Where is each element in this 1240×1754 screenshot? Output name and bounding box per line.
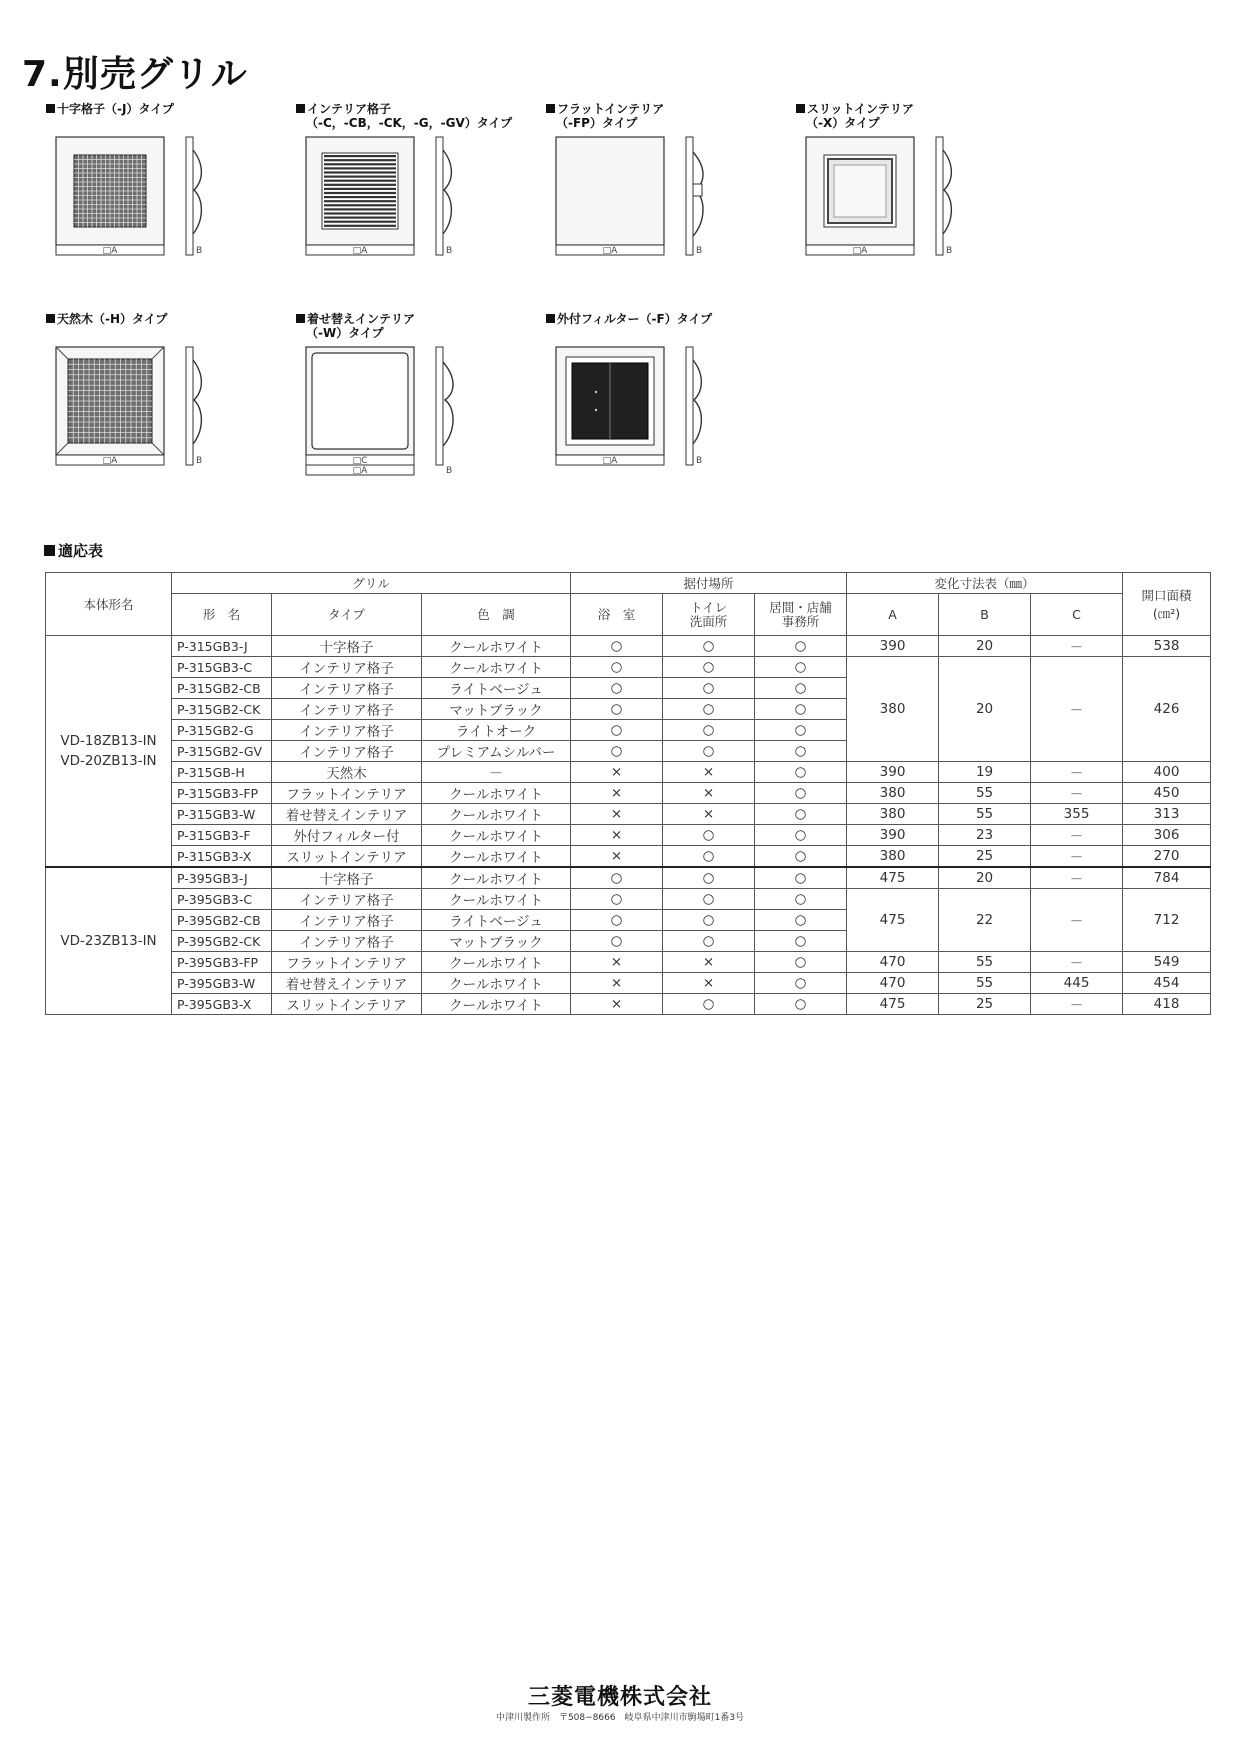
dimension-a-label: □A [852, 246, 868, 256]
body-model-line1: VD-18ZB13-IN [60, 733, 157, 749]
living-cell: ○ [755, 952, 847, 973]
grille-color-cell: マットブラック [422, 699, 571, 720]
toilet-cell: ○ [663, 994, 755, 1015]
grille-caption-line2: （-FP）タイプ [556, 116, 638, 130]
grille-model-cell: P-395GB3-W [172, 973, 272, 994]
living-cell: ○ [755, 657, 847, 678]
bathroom-cell: ○ [571, 657, 663, 678]
dimension-b-cell: 22 [939, 889, 1031, 952]
grille-caption-line1: フラットインテリア [557, 102, 665, 116]
header-living [755, 594, 847, 636]
grille-color-cell: クールホワイト [422, 846, 571, 868]
toilet-cell: ○ [663, 636, 755, 657]
table-title [44, 540, 103, 561]
grille-type-cell: インテリア格子 [272, 678, 422, 699]
grille-caption-line2: （-W）タイプ [306, 326, 384, 340]
bathroom-cell: × [571, 783, 663, 804]
grille-drawing [796, 132, 976, 282]
opening-area-cell: 426 [1123, 657, 1211, 762]
grille-model-cell: P-315GB3-X [172, 846, 272, 868]
header-body-model: 本体形名 [46, 573, 172, 636]
dimension-b-label: B [696, 246, 703, 256]
grille-type-cell: フラットインテリア [272, 783, 422, 804]
grille-color-cell: クールホワイト [422, 636, 571, 657]
grille-caption-line1: スリットインテリア [807, 102, 914, 116]
living-cell: ○ [755, 720, 847, 741]
grille-caption [46, 312, 266, 326]
dimension-a-cell: 380 [847, 783, 939, 804]
bathroom-cell: ○ [571, 699, 663, 720]
table-row [46, 952, 1211, 973]
grille-color-cell: クールホワイト [422, 804, 571, 825]
grille-model-cell: P-395GB3-C [172, 889, 272, 910]
header-toilet-line2: 洗面所 [689, 613, 728, 629]
header-bathroom: 浴 室 [571, 594, 663, 636]
header-dimensions: 変化寸法表（㎜） [847, 573, 1123, 594]
grille-type-cell: 着せ替えインテリア [272, 804, 422, 825]
grille-color-cell: クールホワイト [422, 867, 571, 889]
header-opening-line1: 開口面積 [1141, 588, 1192, 603]
living-cell: ○ [755, 867, 847, 889]
bathroom-cell: ○ [571, 867, 663, 889]
living-cell: ○ [755, 931, 847, 952]
opening-area-cell: 313 [1123, 804, 1211, 825]
table-row [46, 657, 1211, 678]
grille-type-cell: インテリア格子 [272, 889, 422, 910]
toilet-cell: ○ [663, 889, 755, 910]
table-row [46, 867, 1211, 889]
grille-color-cell: ライトベージュ [422, 678, 571, 699]
grille-caption-line2: （-X）タイプ [806, 116, 880, 130]
bathroom-cell: × [571, 762, 663, 783]
dimension-c-cell: － [1031, 994, 1123, 1015]
grille-color-cell: クールホワイト [422, 783, 571, 804]
grille-caption-line1: 天然木（-H）タイプ [57, 312, 168, 326]
dimension-a-label: □A [102, 456, 118, 466]
grille-type-cell: インテリア格子 [272, 741, 422, 762]
living-cell: ○ [755, 910, 847, 931]
grille-w [296, 312, 516, 502]
living-cell: ○ [755, 804, 847, 825]
grille-model-cell: P-315GB2-CK [172, 699, 272, 720]
dimension-a-cell: 390 [847, 762, 939, 783]
dimension-a-cell: 380 [847, 657, 939, 762]
living-cell: ○ [755, 973, 847, 994]
grille-caption [296, 102, 516, 130]
grille-model-cell: P-315GB2-GV [172, 741, 272, 762]
living-cell: ○ [755, 825, 847, 846]
header-opening [1123, 573, 1211, 636]
grille-caption-line2: （-C，-CB，-CK，-G，-GV）タイプ [306, 116, 513, 130]
dimension-a-cell: 390 [847, 825, 939, 846]
grille-drawing [46, 132, 226, 282]
bathroom-cell: × [571, 846, 663, 868]
grille-model-cell: P-315GB2-G [172, 720, 272, 741]
dimension-a-label: □A [602, 456, 618, 466]
dimension-a-cell: 380 [847, 804, 939, 825]
grille-type-cell: インテリア格子 [272, 657, 422, 678]
dimension-c-cell: － [1031, 762, 1123, 783]
grille-color-cell: マットブラック [422, 931, 571, 952]
grille-color-cell: － [422, 762, 571, 783]
square-bullet-icon [46, 104, 55, 113]
header-grille: グリル [172, 573, 571, 594]
toilet-cell: × [663, 783, 755, 804]
square-bullet-icon [46, 314, 55, 323]
opening-area-cell: 538 [1123, 636, 1211, 657]
grille-caption-line1: インテリア格子 [307, 102, 392, 116]
living-cell: ○ [755, 636, 847, 657]
dimension-b-label: B [946, 246, 953, 256]
square-bullet-icon [296, 314, 305, 323]
opening-area-cell: 450 [1123, 783, 1211, 804]
grille-model-cell: P-315GB2-CB [172, 678, 272, 699]
header-toilet [663, 594, 755, 636]
table-row [46, 783, 1211, 804]
opening-area-cell: 270 [1123, 846, 1211, 868]
toilet-cell: × [663, 804, 755, 825]
opening-area-cell: 712 [1123, 889, 1211, 952]
bathroom-cell: ○ [571, 636, 663, 657]
grille-type-cell: 着せ替えインテリア [272, 973, 422, 994]
header-model: 形 名 [172, 594, 272, 636]
page-title: 7.別売グリル [22, 54, 248, 95]
toilet-cell: × [663, 762, 755, 783]
opening-area-cell: 400 [1123, 762, 1211, 783]
dimension-b-cell: 55 [939, 804, 1031, 825]
square-bullet-icon [796, 104, 805, 113]
bathroom-cell: × [571, 994, 663, 1015]
grille-j [46, 102, 266, 292]
grille-type-cell: 外付フィルター付 [272, 825, 422, 846]
living-cell: ○ [755, 699, 847, 720]
grille-type-cell: 十字格子 [272, 867, 422, 889]
grille-color-cell: クールホワイト [422, 657, 571, 678]
grille-type-cell: インテリア格子 [272, 699, 422, 720]
dimension-c-cell: － [1031, 825, 1123, 846]
square-bullet-icon [44, 545, 55, 556]
footer-company: 三菱電機株式会社 [527, 1685, 712, 1710]
dimension-c-cell: － [1031, 636, 1123, 657]
grille-caption-line1: 着せ替えインテリア [307, 312, 416, 326]
grille-model-cell: P-395GB3-FP [172, 952, 272, 973]
grille-caption-line1: 外付フィルター（-F）タイプ [557, 312, 713, 326]
living-cell: ○ [755, 741, 847, 762]
body-model-cell [46, 867, 172, 1015]
table-row [46, 846, 1211, 868]
toilet-cell: ○ [663, 910, 755, 931]
grille-fp [546, 102, 766, 292]
table-row [46, 973, 1211, 994]
grille-model-cell: P-315GB3-F [172, 825, 272, 846]
bathroom-cell: ○ [571, 931, 663, 952]
dimension-a-label: □A [602, 246, 618, 256]
table-row [46, 994, 1211, 1015]
toilet-cell: ○ [663, 846, 755, 868]
toilet-cell: ○ [663, 678, 755, 699]
grille-color-cell: クールホワイト [422, 952, 571, 973]
bathroom-cell: ○ [571, 678, 663, 699]
square-bullet-icon [296, 104, 305, 113]
grille-type-cell: 天然木 [272, 762, 422, 783]
header-type: タイプ [272, 594, 422, 636]
grille-model-cell: P-315GB3-FP [172, 783, 272, 804]
dimension-a-label: □A [352, 466, 368, 476]
dimension-a-label: □A [352, 246, 368, 256]
grille-color-cell: プレミアムシルバー [422, 741, 571, 762]
bathroom-cell: ○ [571, 889, 663, 910]
header-living-line1: 居間・店舗 [769, 599, 832, 615]
square-bullet-icon [546, 314, 555, 323]
dimension-a-cell: 470 [847, 952, 939, 973]
grille-model-cell: P-395GB3-X [172, 994, 272, 1015]
toilet-cell: ○ [663, 867, 755, 889]
dimension-b-cell: 20 [939, 867, 1031, 889]
grille-x [796, 102, 1016, 292]
opening-area-cell: 549 [1123, 952, 1211, 973]
grille-type-cell: 十字格子 [272, 636, 422, 657]
grille-color-cell: クールホワイト [422, 825, 571, 846]
grille-f [546, 312, 766, 502]
dimension-b-label: B [196, 246, 203, 256]
dimension-b-cell: 19 [939, 762, 1031, 783]
grille-h [46, 312, 266, 502]
grille-c [296, 102, 516, 292]
bathroom-cell: ○ [571, 720, 663, 741]
grille-drawing [296, 132, 476, 282]
grille-type-cell: スリットインテリア [272, 846, 422, 868]
square-bullet-icon [546, 104, 555, 113]
table-body [46, 636, 1211, 1015]
grille-caption-line1: 十字格子（-J）タイプ [57, 102, 174, 116]
table-title-text: 適応表 [58, 542, 104, 560]
dimension-a-cell: 475 [847, 994, 939, 1015]
grille-color-cell: ライトベージュ [422, 910, 571, 931]
header-b: B [939, 594, 1031, 636]
grille-drawing [46, 342, 226, 492]
dimension-a-cell: 475 [847, 889, 939, 952]
bathroom-cell: ○ [571, 910, 663, 931]
living-cell: ○ [755, 846, 847, 868]
toilet-cell: ○ [663, 657, 755, 678]
toilet-cell: ○ [663, 720, 755, 741]
bathroom-cell: × [571, 973, 663, 994]
grille-color-cell: ライトオーク [422, 720, 571, 741]
table-row [46, 762, 1211, 783]
opening-area-cell: 784 [1123, 867, 1211, 889]
grille-type-cell: インテリア格子 [272, 720, 422, 741]
grille-type-cell: スリットインテリア [272, 994, 422, 1015]
table-row [46, 804, 1211, 825]
dimension-c-label: □C [352, 456, 368, 466]
living-cell: ○ [755, 762, 847, 783]
opening-area-cell: 454 [1123, 973, 1211, 994]
dimension-b-cell: 55 [939, 783, 1031, 804]
dimension-b-cell: 25 [939, 846, 1031, 868]
dimension-c-cell: － [1031, 867, 1123, 889]
bathroom-cell: × [571, 825, 663, 846]
dimension-b-cell: 25 [939, 994, 1031, 1015]
bathroom-cell: × [571, 804, 663, 825]
body-model-line2: VD-20ZB13-IN [60, 753, 157, 769]
header-color: 色 調 [422, 594, 571, 636]
header-a: A [847, 594, 939, 636]
opening-area-cell: 306 [1123, 825, 1211, 846]
dimension-b-label: B [196, 456, 203, 466]
body-model-cell [46, 636, 172, 868]
dimension-a-cell: 475 [847, 867, 939, 889]
table-row [46, 636, 1211, 657]
grille-model-cell: P-395GB3-J [172, 867, 272, 889]
living-cell: ○ [755, 889, 847, 910]
dimension-b-label: B [446, 246, 453, 256]
dimension-b-cell: 20 [939, 657, 1031, 762]
living-cell: ○ [755, 783, 847, 804]
grille-drawing [296, 342, 476, 492]
toilet-cell: × [663, 973, 755, 994]
dimension-b-cell: 55 [939, 973, 1031, 994]
grille-model-cell: P-395GB2-CK [172, 931, 272, 952]
grille-color-cell: クールホワイト [422, 973, 571, 994]
dimension-c-cell: － [1031, 846, 1123, 868]
toilet-cell: × [663, 952, 755, 973]
header-location: 据付場所 [571, 573, 847, 594]
toilet-cell: ○ [663, 741, 755, 762]
living-cell: ○ [755, 678, 847, 699]
table-row [46, 825, 1211, 846]
dimension-b-cell: 23 [939, 825, 1031, 846]
header-toilet-line1: トイレ [690, 599, 727, 615]
grille-model-cell: P-315GB3-W [172, 804, 272, 825]
grille-color-cell: クールホワイト [422, 889, 571, 910]
grille-caption [46, 102, 266, 116]
dimension-c-cell: － [1031, 783, 1123, 804]
dimension-c-cell: 355 [1031, 804, 1123, 825]
bathroom-cell: × [571, 952, 663, 973]
footer-address: 中津川製作所 〒508−8666 岐阜県中津川市駒場町1番3号 [495, 1713, 745, 1723]
opening-area-cell: 418 [1123, 994, 1211, 1015]
header-c: C [1031, 594, 1123, 636]
grille-caption [546, 102, 766, 130]
grille-color-cell: クールホワイト [422, 994, 571, 1015]
toilet-cell: ○ [663, 825, 755, 846]
dimension-c-cell: 445 [1031, 973, 1123, 994]
table-row [46, 889, 1211, 910]
dimension-a-cell: 380 [847, 846, 939, 868]
dimension-c-cell: － [1031, 657, 1123, 762]
dimension-b-label: B [446, 466, 453, 476]
grille-caption [546, 312, 766, 326]
dimension-b-cell: 55 [939, 952, 1031, 973]
grille-model-cell: P-315GB-H [172, 762, 272, 783]
dimension-c-cell: － [1031, 889, 1123, 952]
grille-model-cell: P-395GB2-CB [172, 910, 272, 931]
header-living-line2: 事務所 [781, 613, 820, 629]
compatibility-table [45, 572, 1211, 1015]
dimension-b-label: B [696, 456, 703, 466]
dimension-a-cell: 390 [847, 636, 939, 657]
grille-type-cell: インテリア格子 [272, 910, 422, 931]
grille-type-cell: フラットインテリア [272, 952, 422, 973]
living-cell: ○ [755, 994, 847, 1015]
grille-drawing [546, 342, 726, 492]
grille-caption [796, 102, 1016, 130]
body-model-line1: VD-23ZB13-IN [60, 933, 157, 949]
dimension-a-cell: 470 [847, 973, 939, 994]
dimension-b-cell: 20 [939, 636, 1031, 657]
header-opening-line2: (㎝²) [1152, 606, 1181, 621]
dimension-a-label: □A [102, 246, 118, 256]
grille-model-cell: P-315GB3-J [172, 636, 272, 657]
dimension-c-cell: － [1031, 952, 1123, 973]
toilet-cell: ○ [663, 931, 755, 952]
grille-type-cell: インテリア格子 [272, 931, 422, 952]
grille-drawing [546, 132, 726, 282]
toilet-cell: ○ [663, 699, 755, 720]
bathroom-cell: ○ [571, 741, 663, 762]
grille-caption [296, 312, 516, 340]
grille-model-cell: P-315GB3-C [172, 657, 272, 678]
